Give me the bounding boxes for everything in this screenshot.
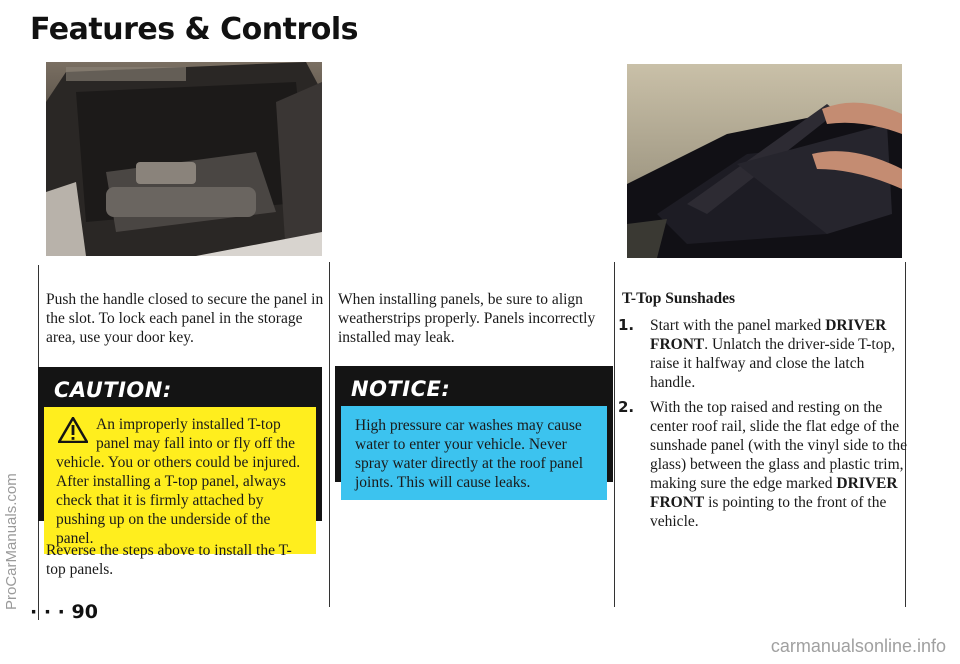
page-number-value: 90 bbox=[71, 601, 98, 623]
page-number-dots: · · · bbox=[30, 601, 72, 623]
step-number: 2. bbox=[618, 398, 635, 416]
step-2 bbox=[618, 398, 908, 531]
step-number: 1. bbox=[618, 316, 635, 334]
steps-list bbox=[618, 316, 908, 537]
side-watermark: ProCarManuals.com bbox=[3, 473, 20, 610]
bottom-watermark: carmanualsonline.info bbox=[770, 636, 946, 656]
step-text: With the top raised and resting on the center roof rail, slide the flat edge of the sunshade panel (with the vinyl side to the glass) between the glass and plastic trim, making sure the edge marked bbox=[650, 399, 907, 492]
column-divider-middle bbox=[329, 262, 330, 607]
notice-body: High pressure car washes may cause water to enter your vehicle. Never spray water directly at the roof panel joints. This will cause leaks. bbox=[341, 406, 607, 500]
warning-triangle-icon bbox=[58, 417, 88, 443]
step-emphasis: DRIVER FRONT bbox=[650, 317, 887, 353]
caution-body bbox=[44, 407, 316, 554]
step-text: Start with the panel marked bbox=[650, 317, 826, 334]
page-title: Features & Controls bbox=[30, 12, 358, 47]
column-divider-right bbox=[614, 262, 615, 607]
caution-box bbox=[38, 367, 322, 547]
caution-heading: CAUTION: bbox=[44, 373, 316, 407]
section-title: T-Top Sunshades bbox=[622, 290, 736, 307]
storage-area-photo bbox=[46, 62, 322, 256]
notice-box bbox=[335, 366, 613, 491]
step-text: . Unlatch the driver-side T-top, raise it halfway and close the latch handle. bbox=[650, 336, 896, 391]
closing-paragraph: Reverse the steps above to install the T-top panels. bbox=[46, 542, 292, 578]
page-number bbox=[30, 601, 98, 623]
step-text: is pointing to the front of the vehicle. bbox=[650, 494, 887, 530]
t-top-panel-photo bbox=[627, 64, 902, 258]
step-1 bbox=[618, 316, 908, 392]
step-emphasis: DRIVER FRONT bbox=[650, 475, 898, 511]
notice-heading: NOTICE: bbox=[341, 372, 607, 406]
caution-text: An improperly installed T-top panel may fall into or fly off the vehicle. You or others could be injured. After installing a T-top panel, always check that it is firmly attached by pushing up on the underside of the panel. bbox=[56, 416, 301, 547]
left-paragraph: Push the handle closed to secure the panel in the slot. To lock each panel in the storage area, use your door key. bbox=[46, 291, 324, 346]
middle-paragraph: When installing panels, be sure to align weatherstrips properly. Panels incorrectly installed may leak. bbox=[338, 291, 596, 346]
